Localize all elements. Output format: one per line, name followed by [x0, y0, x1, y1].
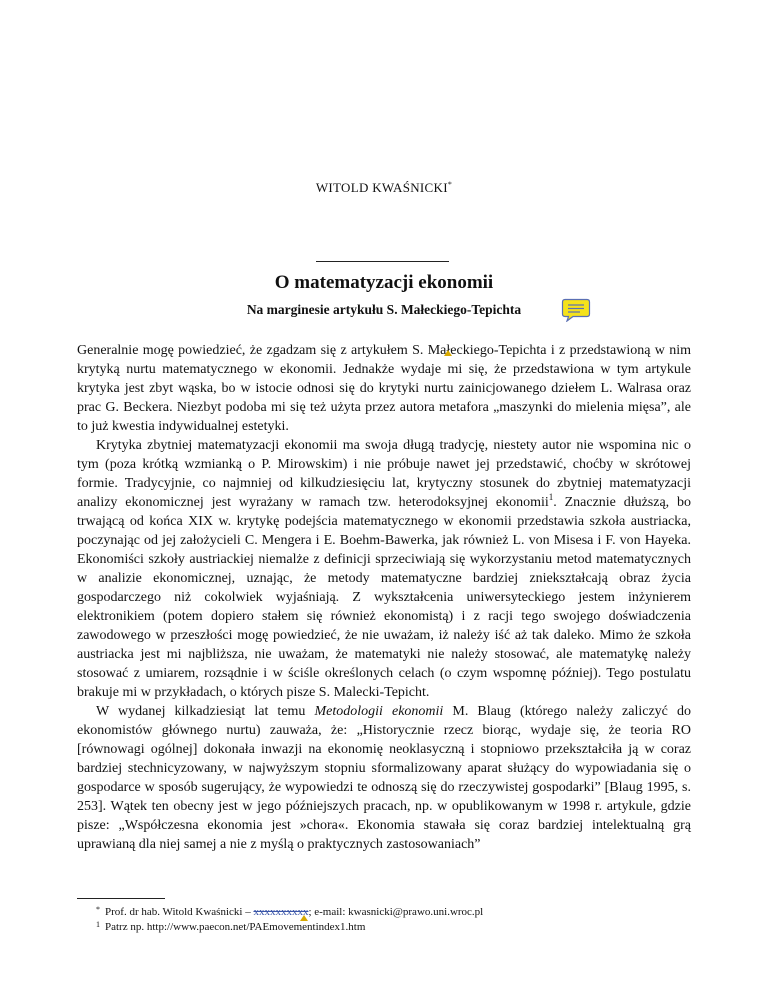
author-footnote-mark: *	[447, 180, 453, 189]
footnotes	[96, 905, 695, 935]
book-title: Metodologii ekonomii	[314, 704, 444, 719]
article-title: O matematyzacji ekonomii	[274, 272, 494, 293]
footnote-divider	[77, 898, 165, 899]
author-name: WITOLD KWAŚNICKI*	[315, 180, 453, 195]
article-body	[77, 341, 691, 854]
redacted-affiliation[interactable]: xxxxxxxxxx	[253, 906, 309, 918]
text-insert-marker[interactable]: ł	[446, 343, 451, 358]
paragraph-1: Generalnie mogę powiedzieć, że zgadzam się z artykułem S. Małeckiego-Tepichta i z przedstawioną w nim krytyką nurtu matematycznego w ekonomii. Jednakże wydaje mi się, że przedstawiona w tym artykule krytyka jest zbyt wąska, bo w istocie odnosi się do krytyki nurtu zainicjowanego dziełem L. Walrasa oraz prac G. Beckera. Niezbyt podoba mi się też użyta przez autora metafora „maszynki do mielenia mięsa”, ale to już kwestia indywidualnej estetyki.	[77, 343, 691, 434]
footnote-author: * Prof. dr hab. Witold Kwaśnicki – xxxxxxxxxx; e-mail: kwasnicki@prawo.uni.wroc.pl	[105, 905, 695, 920]
paragraph-2: Krytyka zbytniej matematyzacji ekonomii ma swoja długą tradycję, niestety autor nie wspomina nic o tym (poza krótką wzmianką o P. Mirowskim) i nie próbuje nawet jej przedstawić, choćby w skrótowej formie. Tradycyjnie, co najmniej od kilkudziesięciu lat, krytyczny stosunek do zbytniej matematyzacji analizy ekonomicznej jest wyrażany w ramach tzw. heterodoksyjnej ekonomii$^1$. Znacznie dłuższą, bo trwającą od końca XIX w. krytykę podejścia matematycznego w ekonomii przedstawia szkoła austriacka, poczynając od jej założycieli C. Mengera i E. Boehm-Bawerka, jak również L. von Misesa i F. von Hayeka. Ekonomiści szkoły austriackiej niemalże z definicji sprzeciwiają się wykorzystaniu metod matematycznych w analizie ekonomicznej, uznając, że metody matematyczne bardziej zniekształcają obraz życia gospodarczego niż cokolwiek wyjaśniają. Z wykształcenia uniwersyteckiego jestem inżynierem elektronikiem (potem dopiero stałem się również ekonomistą) i z racji tego swojego doświadczenia zawodowego w przeszłości mogę powiedzieć, że nie uważam, iż należy iść aż tak daleko. Mimo że szkoła austriacka jest mi najbliższa, nie uważam, że matematyki nie należy stosować, ale matematykę należy stosować z umiarem, rozsądnie i w ściśle określonych celach (o czym wspomnę później). Tego postulatu brakuje mi w przykładach, o których pisze S. Malecki-Tepicht.	[77, 438, 691, 700]
paragraph-3: W wydanej kilkadziesiąt lat temu Metodologii ekonomii M. Blaug (którego należy zaliczyć do ekonomistów głównego nurtu) zauważa, że: „Historycznie rzecz biorąc, wydaje się, że teoria RO [równowagi ogólnej] dokonała inwazji na ekonomię neoklasyczną i stopniowo przekształciła ją w coraz bardziej stechnicyzowany, w najwyższym stopniu sformalizowany aparat służący do wypowiadania się o gospodarce w sposób sugerujący, że wypowiedzi te odnoszą się do rzeczywistej gospodarki” [Blaug 1995, s. 253]. Wątek ten obecny jest w jego późniejszych pracach, np. w opublikowanym w 1998 r. artykule, gdzie pisze: „Współczesna ekonomia jest »chora«. Ekonomia stawała się coraz bardziej intelektualną grą uprawianą dla niej samej a nie z myślą o praktycznych zastosowaniach”	[77, 704, 691, 852]
footnote-1	[96, 920, 695, 935]
comment-note-icon[interactable]	[561, 298, 591, 322]
article-subtitle: Na marginesie artykułu S. Małeckiego-Tepichta	[246, 302, 522, 317]
footnote-link[interactable]: Patrz np. http://www.paecon.net/PAEmovementindex1.htm	[105, 921, 366, 933]
footnote-mark: *	[96, 905, 100, 914]
title-divider	[316, 261, 449, 262]
footnote-mark: 1	[96, 920, 100, 929]
footnote-ref-1[interactable]: 1	[548, 492, 554, 502]
